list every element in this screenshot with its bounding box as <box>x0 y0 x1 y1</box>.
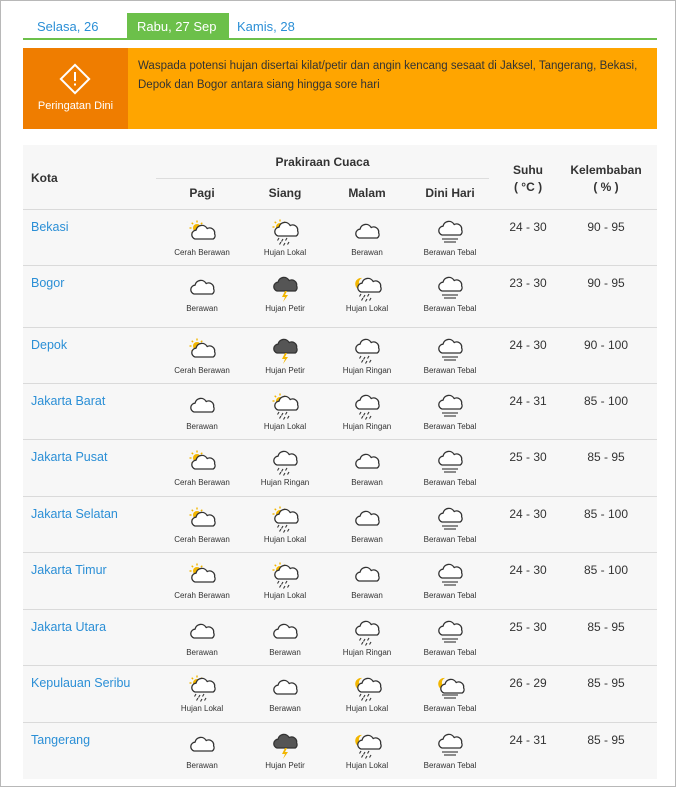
partly-sunny-icon <box>186 336 218 364</box>
forecast-cell <box>325 274 409 313</box>
forecast-cell <box>325 448 409 487</box>
forecast-label: Hujan Lokal <box>263 591 307 600</box>
partly-sunny-icon <box>186 218 218 246</box>
forecast-cell <box>325 505 409 544</box>
forecast-cell <box>243 274 327 313</box>
forecast-label: Berawan <box>351 535 383 544</box>
forecast-label: Hujan Ringan <box>342 648 392 657</box>
city-link[interactable]: Jakarta Barat <box>31 394 106 408</box>
forecast-label: Berawan Tebal <box>423 648 477 657</box>
forecast-label: Berawan <box>186 761 218 770</box>
humidity-value: 90 - 95 <box>587 276 625 290</box>
forecast-cell <box>408 448 492 487</box>
forecast-cell <box>325 674 409 713</box>
city-link[interactable]: Jakarta Utara <box>31 620 107 634</box>
forecast-cell <box>408 505 492 544</box>
forecast-label: Berawan Tebal <box>423 248 477 257</box>
cloud-icon <box>269 674 301 702</box>
header-siang: Siang <box>268 186 302 200</box>
forecast-cell <box>160 618 244 657</box>
header-divider <box>156 178 489 179</box>
forecast-cell <box>243 561 327 600</box>
city-link[interactable]: Kepulauan Seribu <box>31 676 131 690</box>
forecast-label: Cerah Berawan <box>174 248 230 257</box>
forecast-label: Berawan <box>269 704 301 713</box>
cloud-icon <box>186 392 218 420</box>
header-malam: Malam <box>348 186 386 200</box>
city-link[interactable]: Depok <box>31 338 68 352</box>
forecast-cell <box>160 448 244 487</box>
temperature-value: 25 - 30 <box>509 620 547 634</box>
header-forecast: Prakiraan Cuaca <box>275 155 370 169</box>
cloud-icon <box>186 731 218 759</box>
header-humidity: Kelembaban <box>570 163 642 177</box>
forecast-cell <box>325 731 409 770</box>
table-row <box>23 552 657 609</box>
cloud-thick-icon <box>434 392 466 420</box>
forecast-cell <box>408 618 492 657</box>
cloud-icon <box>351 505 383 533</box>
forecast-label: Hujan Lokal <box>263 535 307 544</box>
storm-icon <box>269 336 301 364</box>
storm-icon <box>269 731 301 759</box>
forecast-label: Hujan Lokal <box>180 704 224 713</box>
temperature-value: 24 - 31 <box>509 394 547 408</box>
table-row <box>23 609 657 665</box>
rain-icon <box>351 336 383 364</box>
forecast-cell <box>243 731 327 770</box>
header-humidity-unit: ( % ) <box>593 180 619 194</box>
forecast-label: Berawan <box>186 648 218 657</box>
rain-icon <box>269 448 301 476</box>
forecast-label: Berawan <box>186 422 218 431</box>
warning-icon-box <box>23 48 128 129</box>
rain-icon <box>351 618 383 646</box>
warning-text: Waspada potensi hujan disertai kilat/petir dan angin kencang sesaat di Jaksel, Tangerang, Bekasi, Depok dan Bogor antara siang hingga sore hari <box>138 60 638 91</box>
city-link[interactable]: Jakarta Pusat <box>31 450 108 464</box>
moon-rain-icon <box>351 674 383 702</box>
header-temp-unit: ( °C ) <box>513 180 543 194</box>
humidity-value: 90 - 100 <box>583 338 629 352</box>
sun-rain-icon <box>269 392 301 420</box>
forecast-label: Berawan <box>269 648 301 657</box>
sun-rain-icon <box>269 218 301 246</box>
table-row <box>23 722 657 779</box>
temperature-value: 24 - 31 <box>509 733 547 747</box>
forecast-cell <box>408 731 492 770</box>
moon-cloud-icon <box>434 674 466 702</box>
temperature-value: 24 - 30 <box>509 338 547 352</box>
cloud-thick-icon <box>434 731 466 759</box>
forecast-cell <box>160 561 244 600</box>
forecast-cell <box>325 392 409 431</box>
humidity-value: 85 - 95 <box>587 676 625 690</box>
cloud-thick-icon <box>434 274 466 302</box>
city-link[interactable]: Bogor <box>31 276 65 290</box>
forecast-cell <box>325 336 409 375</box>
header-pagi: Pagi <box>189 186 215 200</box>
table-row <box>23 265 657 327</box>
cloud-icon <box>351 448 383 476</box>
forecast-label: Cerah Berawan <box>174 591 230 600</box>
rain-icon <box>351 392 383 420</box>
date-tabs <box>23 13 657 40</box>
partly-sunny-icon <box>186 448 218 476</box>
tab-selasa[interactable]: Selasa, 26 <box>37 19 99 34</box>
forecast-label: Berawan <box>351 591 383 600</box>
cloud-icon <box>351 218 383 246</box>
header-temp: Suhu <box>513 163 543 177</box>
warning-icon <box>58 62 92 96</box>
forecast-cell <box>325 218 409 257</box>
forecast-label: Berawan Tebal <box>423 478 477 487</box>
forecast-cell <box>160 274 244 313</box>
tab-kamis[interactable]: Kamis, 28 <box>237 19 295 34</box>
sun-rain-icon <box>186 674 218 702</box>
forecast-cell <box>243 505 327 544</box>
temperature-value: 26 - 29 <box>509 676 547 690</box>
city-link[interactable]: Tangerang <box>31 733 91 747</box>
temperature-value: 25 - 30 <box>509 450 547 464</box>
partly-sunny-icon <box>186 561 218 589</box>
forecast-cell <box>160 392 244 431</box>
forecast-cell <box>408 336 492 375</box>
forecast-label: Berawan <box>186 304 218 313</box>
forecast-cell <box>243 218 327 257</box>
forecast-label: Hujan Ringan <box>342 422 392 431</box>
forecast-cell <box>408 561 492 600</box>
forecast-label: Hujan Ringan <box>342 366 392 375</box>
cloud-thick-icon <box>434 448 466 476</box>
cloud-icon <box>269 618 301 646</box>
table-row <box>23 327 657 383</box>
cloud-icon <box>186 618 218 646</box>
forecast-label: Berawan Tebal <box>423 304 477 313</box>
storm-icon <box>269 274 301 302</box>
temperature-value: 24 - 30 <box>509 220 547 234</box>
humidity-value: 85 - 100 <box>583 563 629 577</box>
moon-rain-icon <box>351 274 383 302</box>
forecast-label: Hujan Petir <box>265 761 305 770</box>
cloud-icon <box>351 561 383 589</box>
humidity-value: 85 - 95 <box>587 733 625 747</box>
header-dini-hari: Dini Hari <box>425 186 475 200</box>
city-link[interactable]: Jakarta Timur <box>31 563 107 577</box>
forecast-label: Hujan Ringan <box>260 478 310 487</box>
temperature-value: 24 - 30 <box>509 507 547 521</box>
cloud-thick-icon <box>434 505 466 533</box>
table-row <box>23 665 657 722</box>
forecast-cell <box>160 731 244 770</box>
forecast-cell <box>408 392 492 431</box>
forecast-label: Berawan Tebal <box>423 422 477 431</box>
forecast-cell <box>243 674 327 713</box>
city-link[interactable]: Jakarta Selatan <box>31 507 118 521</box>
forecast-cell <box>243 448 327 487</box>
forecast-label: Berawan <box>351 478 383 487</box>
cloud-thick-icon <box>434 618 466 646</box>
table-row <box>23 209 657 265</box>
forecast-label: Hujan Petir <box>265 366 305 375</box>
city-link[interactable]: Bekasi <box>31 220 69 234</box>
forecast-label: Berawan Tebal <box>423 761 477 770</box>
temperature-value: 24 - 30 <box>509 563 547 577</box>
forecast-label: Cerah Berawan <box>174 478 230 487</box>
table-row <box>23 439 657 496</box>
header-city: Kota <box>31 171 58 185</box>
forecast-cell <box>408 218 492 257</box>
humidity-value: 85 - 100 <box>583 507 629 521</box>
forecast-cell <box>160 505 244 544</box>
table-row <box>23 383 657 439</box>
forecast-cell <box>325 561 409 600</box>
forecast-label: Berawan Tebal <box>423 591 477 600</box>
sun-rain-icon <box>269 561 301 589</box>
warning-title: Peringatan Dini <box>37 100 114 112</box>
partly-sunny-icon <box>186 505 218 533</box>
sun-rain-icon <box>269 505 301 533</box>
forecast-cell <box>243 392 327 431</box>
temperature-value: 23 - 30 <box>509 276 547 290</box>
forecast-label: Hujan Lokal <box>345 761 389 770</box>
forecast-label: Hujan Lokal <box>345 304 389 313</box>
table-row <box>23 496 657 552</box>
forecast-cell <box>325 618 409 657</box>
forecast-label: Berawan Tebal <box>423 535 477 544</box>
forecast-cell <box>408 674 492 713</box>
humidity-value: 90 - 95 <box>587 220 625 234</box>
forecast-label: Hujan Lokal <box>263 248 307 257</box>
forecast-label: Hujan Lokal <box>263 422 307 431</box>
forecast-label: Cerah Berawan <box>174 366 230 375</box>
forecast-label: Cerah Berawan <box>174 535 230 544</box>
forecast-label: Hujan Lokal <box>345 704 389 713</box>
forecast-label: Berawan Tebal <box>423 366 477 375</box>
forecast-label: Hujan Petir <box>265 304 305 313</box>
cloud-thick-icon <box>434 561 466 589</box>
cloud-icon <box>186 274 218 302</box>
forecast-cell <box>160 674 244 713</box>
forecast-cell <box>160 218 244 257</box>
forecast-label: Berawan <box>351 248 383 257</box>
moon-rain-icon <box>351 731 383 759</box>
forecast-cell <box>243 618 327 657</box>
humidity-value: 85 - 100 <box>583 394 629 408</box>
forecast-cell <box>160 336 244 375</box>
forecast-table <box>23 145 657 779</box>
forecast-label: Berawan Tebal <box>423 704 477 713</box>
tab-rabu[interactable]: Rabu, 27 Sep <box>127 13 229 40</box>
cloud-thick-icon <box>434 336 466 364</box>
humidity-value: 85 - 95 <box>587 620 625 634</box>
humidity-value: 85 - 95 <box>587 450 625 464</box>
forecast-cell <box>408 274 492 313</box>
forecast-cell <box>243 336 327 375</box>
cloud-thick-icon <box>434 218 466 246</box>
early-warning-banner <box>23 48 657 129</box>
